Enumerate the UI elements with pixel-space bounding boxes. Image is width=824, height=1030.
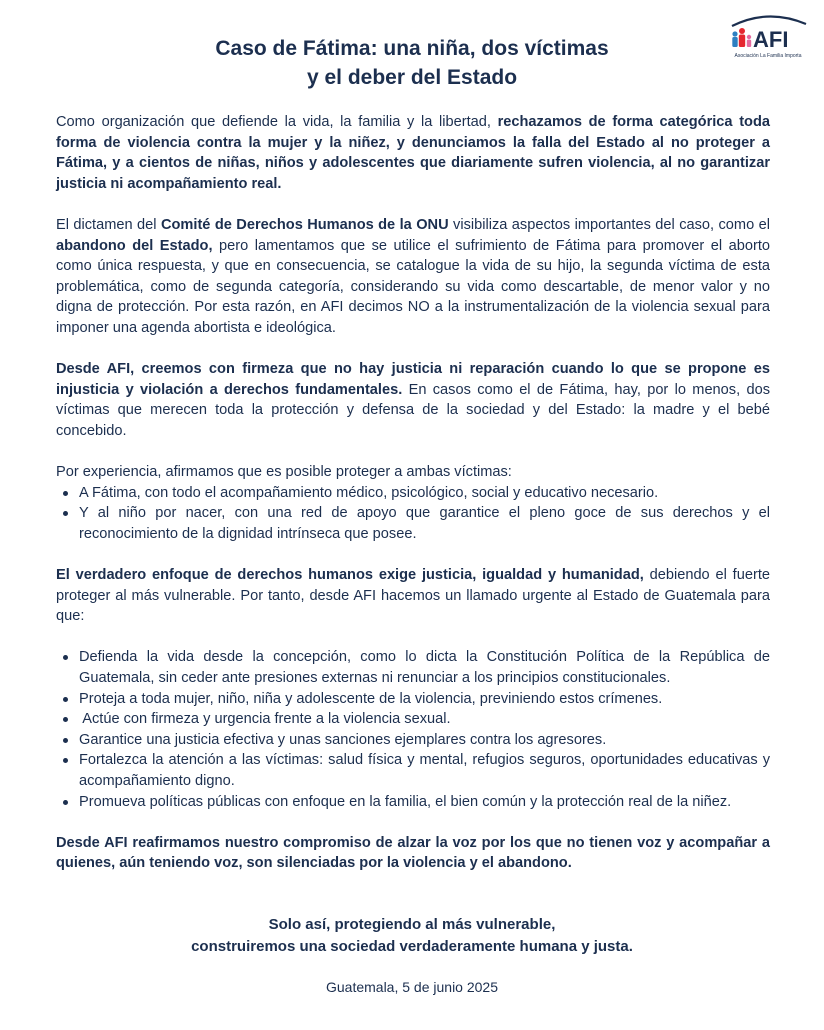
list-item: Promueva políticas públicas con enfoque en la familia, el bien común y la protección real de la niñez. xyxy=(56,792,770,813)
title-line-1: Caso de Fátima: una niña, dos víctimas xyxy=(215,37,609,60)
page-title xyxy=(120,34,704,92)
demands-list xyxy=(56,647,770,812)
bullet-icon xyxy=(63,511,68,516)
list-item: A Fátima, con todo el acompañamiento médico, psicológico, social y educativo necesario. xyxy=(56,483,770,504)
svg-text:AFI: AFI xyxy=(753,27,789,52)
bullet-icon xyxy=(63,697,68,702)
list-item: Garantice una justicia efectiva y unas sanciones ejemplares contra los agresores. xyxy=(56,730,770,751)
paragraph-bold: abandono del Estado, xyxy=(56,237,213,254)
paragraph-bold: Desde AFI reafirmamos nuestro compromiso de alzar la voz por los que no tienen voz y acompañar a quienes, aún teniendo voz, son silenciadas por la violencia y el abandono. xyxy=(56,834,770,872)
bullet-icon xyxy=(63,655,68,660)
date-line: Guatemala, 5 de junio 2025 xyxy=(325,979,498,995)
list-item: Defienda la vida desde la concepción, como lo dicta la Constitución Política de la República de Guatemala, sin ceder ante presiones externas ni renunciar a los principios constitucionales. xyxy=(56,647,770,688)
paragraph-bold: Comité de Derechos Humanos de la ONU xyxy=(160,216,449,233)
afi-logo xyxy=(726,14,810,60)
bullet-icon xyxy=(63,738,68,743)
list-item: Fortalezca la atención a las víctimas: salud física y mental, refugios seguros, oportunidades educativas y acompañamiento digno. xyxy=(56,750,770,791)
paragraph-text: En casos como el de Fátima, hay, por lo menos, dos víctimas que merecen toda la protección y defensa de la sociedad y del Estado: la madre y el bebé concebido. xyxy=(56,381,770,439)
victims-list xyxy=(56,483,770,545)
closing-statement xyxy=(100,914,724,958)
paragraph-justice xyxy=(56,359,770,441)
paragraph-text: pero lamentamos que se utilice el sufrimiento de Fátima para promover el aborto como única respuesta, y que en consecuencia, se catalogue la vida de su hijo, la segunda víctima de esta problemática, como de segunda categoría, considerando su vida como descartable, de menor valor y no digna de protección. Por esta razón, en AFI decimos NO a la instrumentalización de la violencia sexual para imponer una agenda abortista e ideológica. xyxy=(56,237,770,336)
paragraph-bold: rechazamos de forma categórica toda forma de violencia contra la mujer y la niñez, y denunciamos la falla del Estado al no proteger a Fátima, y a cientos de niñas, niños y adolescentes que diariamente sufren violencia, al no garantizar justicia ni acompañamiento real. xyxy=(56,114,771,192)
bullet-icon xyxy=(63,800,68,805)
paragraph-bold: Desde AFI, creemos con firmeza que no hay justicia ni reparación cuando lo que se propone es injusticia y violación a derechos fundamentales. xyxy=(56,361,770,398)
paragraph-text: visibiliza aspectos importantes del caso, como el xyxy=(448,216,770,233)
closing-line-1: Solo así, protegiendo al más vulnerable, xyxy=(268,916,556,933)
list-item: Y al niño por nacer, con una red de apoyo que garantice el pleno goce de sus derechos y el reconocimiento de la dignidad intrínseca que posee. xyxy=(56,503,770,544)
paragraph-intro xyxy=(56,112,770,194)
bullet-icon xyxy=(63,491,68,496)
paragraph-bold: El verdadero enfoque de derechos humanos exige justicia, igualdad y humanidad, xyxy=(56,567,644,584)
afi-logo-icon xyxy=(726,14,810,54)
logo-subtitle: Asociación La Familia Importa xyxy=(734,53,802,59)
title-line-2: y el deber del Estado xyxy=(306,66,518,89)
paragraph-text: debiendo el fuerte proteger al más vulnerable. Por tanto, desde AFI hacemos un llamado urgente al Estado de Guatemala para que: xyxy=(56,567,770,625)
paragraph-commitment xyxy=(56,833,770,874)
statement-body xyxy=(56,112,770,874)
list-item: Proteja a toda mujer, niño, niña y adolescente de la violencia, previniendo estos crímenes. xyxy=(56,689,770,710)
paragraph-text: Como organización que defiende la vida, la familia y la libertad, xyxy=(56,114,498,130)
bullet-icon xyxy=(63,717,68,722)
paragraph-experience: Por experiencia, afirmamos que es posible proteger a ambas víctimas: xyxy=(56,464,512,481)
bullet-icon xyxy=(63,758,68,763)
list-item: Actúe con firmeza y urgencia frente a la violencia sexual. xyxy=(56,709,770,730)
paragraph-human-rights xyxy=(56,565,770,627)
paragraph-text: El dictamen del xyxy=(56,216,161,233)
paragraph-onu xyxy=(56,215,770,339)
closing-line-2: construiremos una sociedad verdaderamente humana y justa. xyxy=(191,938,633,955)
